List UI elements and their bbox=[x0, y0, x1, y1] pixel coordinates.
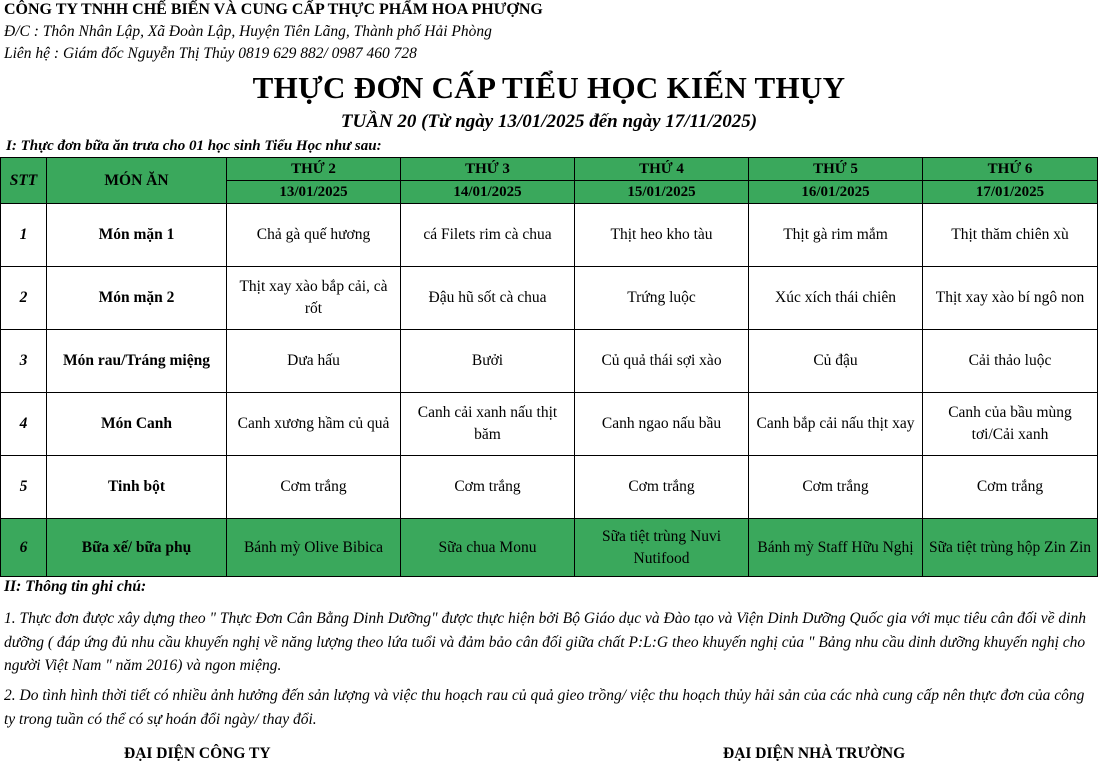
menu-cell: Sữa tiệt trùng Nuvi Nutifood bbox=[575, 519, 749, 577]
menu-cell: Trứng luộc bbox=[575, 267, 749, 330]
menu-cell: Canh xương hầm củ quả bbox=[227, 393, 401, 456]
menu-cell: Canh bắp cải nấu thịt xay bbox=[749, 393, 923, 456]
menu-cell: Cơm trắng bbox=[401, 456, 575, 519]
company-address: Đ/C : Thôn Nhân Lập, Xã Đoàn Lập, Huyện Tiên Lãng, Thành phố Hải Phòng bbox=[4, 23, 492, 40]
row-number: 5 bbox=[1, 456, 47, 519]
signature-company: ĐẠI DIỆN CÔNG TY bbox=[124, 745, 271, 762]
note-1: 1. Thực đơn được xây dựng theo " Thực Đơn Cân Bằng Dinh Dưỡng" được thực hiện bởi Bộ Giáo dục và Đào tạo và Viện Dinh Dưỡng Quốc gia với mục tiêu cân đối về dinh dưỡng ( đáp ứng đủ nhu cầu khuyến nghị về năng lượng theo lứa tuổi và đảm bảo cân đối giữa chất P:L:G theo khuyến nghị của " Bảng nhu cầu dinh dưỡng khuyến nghị cho người Việt Nam " năm 2016) và ngon miệng. bbox=[4, 610, 1086, 674]
table-row bbox=[1, 330, 1098, 393]
menu-cell: Sữa tiệt trùng hộp Zin Zin bbox=[923, 519, 1098, 577]
menu-cell: Thịt xay xào bí ngô non bbox=[923, 267, 1098, 330]
column-header-date: 13/01/2025 bbox=[227, 181, 401, 204]
row-number: 6 bbox=[1, 519, 47, 577]
row-number: 1 bbox=[1, 204, 47, 267]
table-row bbox=[1, 456, 1098, 519]
column-header-day: THỨ 2 bbox=[227, 158, 401, 181]
menu-cell: Cơm trắng bbox=[923, 456, 1098, 519]
signature-school: ĐẠI DIỆN NHÀ TRƯỜNG bbox=[723, 745, 906, 762]
dish-type: Món mặn 1 bbox=[47, 204, 227, 267]
dish-type: Món Canh bbox=[47, 393, 227, 456]
row-number: 2 bbox=[1, 267, 47, 330]
row-number: 3 bbox=[1, 330, 47, 393]
table-row bbox=[1, 393, 1098, 456]
column-header-date: 17/01/2025 bbox=[923, 181, 1098, 204]
note-2: 2. Do tình hình thời tiết có nhiều ảnh hưởng đến sản lượng và việc thu hoạch rau củ quả gieo trồng/ việc thu hoạch thủy hải sản của các nhà cung cấp nên thực đơn của công ty trong tuần có thể có sự hoán đổi ngày/ thay đổi. bbox=[4, 687, 1085, 728]
menu-cell: Cơm trắng bbox=[227, 456, 401, 519]
menu-cell: Canh của bầu mùng tơi/Cải xanh bbox=[923, 393, 1098, 456]
menu-cell: Sữa chua Monu bbox=[401, 519, 575, 577]
column-header-day: THỨ 3 bbox=[401, 158, 575, 181]
menu-cell: Dưa hấu bbox=[227, 330, 401, 393]
menu-cell: Thịt xay xào bắp cải, cà rốt bbox=[227, 267, 401, 330]
company-name: CÔNG TY TNHH CHẾ BIẾN VÀ CUNG CẤP THỰC PHẨM HOA PHƯỢNG bbox=[4, 1, 543, 18]
section-1-heading: I: Thực đơn bữa ăn trưa cho 01 học sinh Tiểu Học như sau: bbox=[6, 138, 382, 154]
menu-subtitle: TUẦN 20 (Từ ngày 13/01/2025 đến ngày 17/11/2025) bbox=[340, 111, 758, 132]
menu-cell: Củ đậu bbox=[749, 330, 923, 393]
menu-cell: Bánh mỳ Olive Bibica bbox=[227, 519, 401, 577]
column-header-day: THỨ 5 bbox=[749, 158, 923, 181]
menu-cell: Thịt heo kho tàu bbox=[575, 204, 749, 267]
dish-type: Món rau/Tráng miệng bbox=[47, 330, 227, 393]
company-contact: Liên hệ : Giám đốc Nguyễn Thị Thủy 0819 629 882/ 0987 460 728 bbox=[4, 45, 417, 62]
menu-cell: Bánh mỳ Staff Hữu Nghị bbox=[749, 519, 923, 577]
column-header-date: 16/01/2025 bbox=[749, 181, 923, 204]
column-header-dish: MÓN ĂN bbox=[47, 158, 227, 204]
menu-cell: Đậu hũ sốt cà chua bbox=[401, 267, 575, 330]
menu-table bbox=[0, 157, 1098, 577]
menu-cell: Canh ngao nấu bầu bbox=[575, 393, 749, 456]
menu-cell: Chả gà quế hương bbox=[227, 204, 401, 267]
dish-type: Món mặn 2 bbox=[47, 267, 227, 330]
menu-cell: Canh cải xanh nấu thịt băm bbox=[401, 393, 575, 456]
dish-type: Bữa xế/ bữa phụ bbox=[47, 519, 227, 577]
row-number: 4 bbox=[1, 393, 47, 456]
column-header-day: THỨ 6 bbox=[923, 158, 1098, 181]
menu-cell: Cải thảo luộc bbox=[923, 330, 1098, 393]
table-row bbox=[1, 519, 1098, 577]
column-header-stt: STT bbox=[1, 158, 47, 204]
menu-cell: Xúc xích thái chiên bbox=[749, 267, 923, 330]
table-row bbox=[1, 267, 1098, 330]
menu-cell: Thịt gà rim mắm bbox=[749, 204, 923, 267]
dish-type: Tinh bột bbox=[47, 456, 227, 519]
menu-cell: Cơm trắng bbox=[575, 456, 749, 519]
table-row bbox=[1, 204, 1098, 267]
column-header-date: 14/01/2025 bbox=[401, 181, 575, 204]
menu-cell: Thịt thăm chiên xù bbox=[923, 204, 1098, 267]
menu-title: THỰC ĐƠN CẤP TIỂU HỌC KIẾN THỤY bbox=[252, 70, 846, 105]
section-2-heading: II: Thông tin ghi chú: bbox=[4, 578, 147, 595]
menu-cell: Cơm trắng bbox=[749, 456, 923, 519]
menu-cell: Bưởi bbox=[401, 330, 575, 393]
menu-cell: Củ quả thái sợi xào bbox=[575, 330, 749, 393]
column-header-day: THỨ 4 bbox=[575, 158, 749, 181]
column-header-date: 15/01/2025 bbox=[575, 181, 749, 204]
menu-cell: cá Filets rim cà chua bbox=[401, 204, 575, 267]
